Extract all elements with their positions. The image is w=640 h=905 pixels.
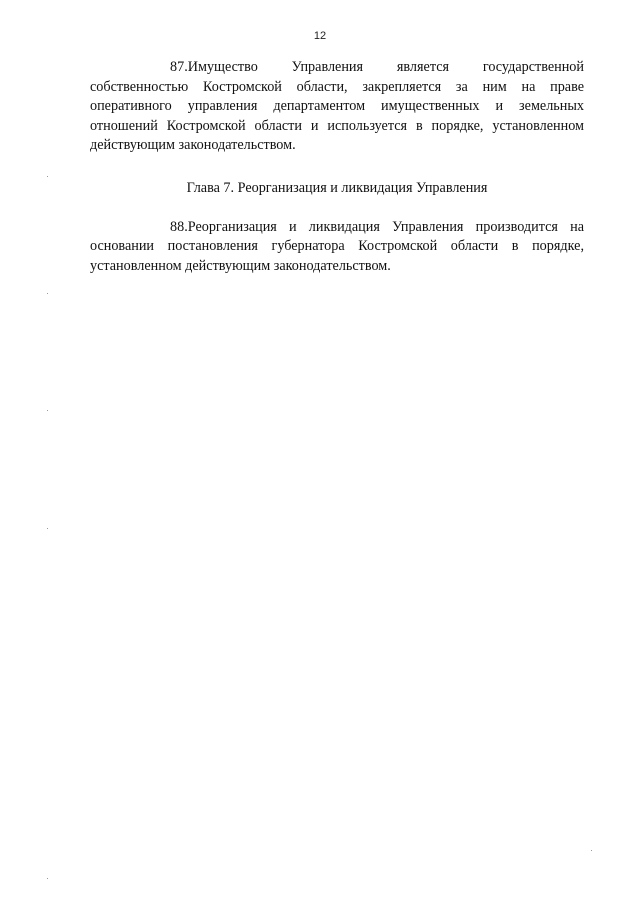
scan-speck [47, 293, 48, 294]
scan-speck [47, 528, 48, 529]
paragraph-88 [90, 218, 584, 277]
paragraph-88-text: Реорганизация и ликвидация Управления производится на основании постановления губернатора Костромской области в порядке, установленном действующим законодательством. [90, 218, 584, 274]
scan-speck [47, 410, 48, 411]
scan-speck [47, 878, 48, 879]
paragraph-87 [90, 58, 584, 156]
scan-speck [591, 850, 592, 851]
chapter-heading: Глава 7. Реорганизация и ликвидация Управления [186, 179, 488, 196]
page-number: 12 [313, 30, 327, 42]
paragraph-87-text: Имущество Управления является государственной собственностью Костромской области, закрепляется за ним на праве оперативного управления департаментом имущественных и земельных отношений Костромской области и используется в порядке, установленном действующим законодательством. [90, 59, 584, 154]
document-body [90, 58, 584, 276]
scan-speck [47, 176, 48, 177]
paragraph-88-number: 88. [170, 218, 188, 235]
paragraph-87-number: 87. [170, 59, 188, 75]
